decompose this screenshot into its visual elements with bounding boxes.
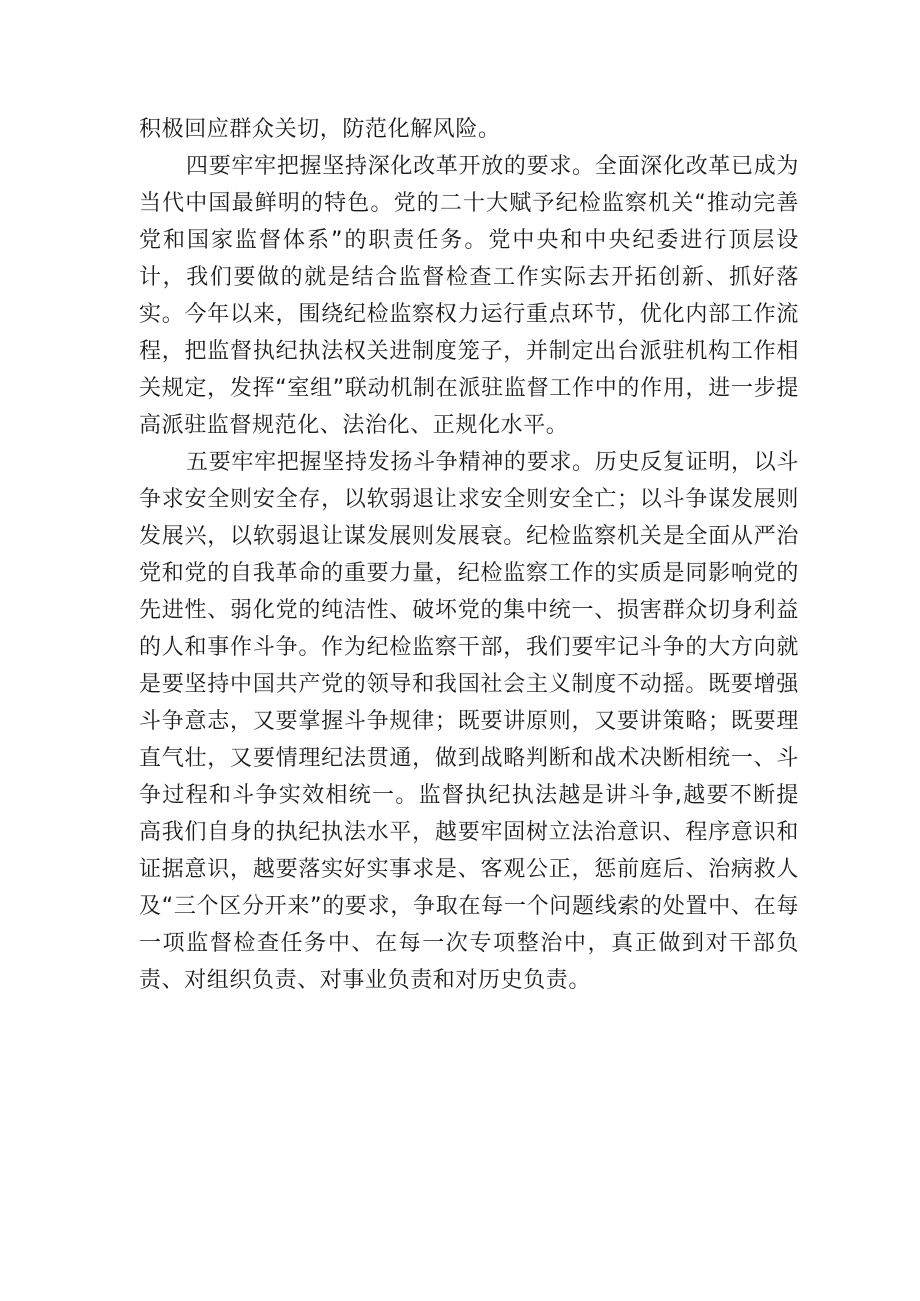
paragraph-continuation: 积极回应群众关切，防范化解风险。 <box>139 117 501 142</box>
paragraph-struggle: 五要牢牢把握坚持发扬斗争精神的要求。历史反复证明，以斗争求安全则安全存，以软弱退让求安全则安全亡；以斗争谋发展则发展兴，以软弱退让谋发展则发展衰。纪检监察机关是全面从严治党和党的自我革命的重要力量，纪检监察工作的实质是同影响党的先进性、弱化党的纯洁性、破坏党的集中统一、损害群众切身利益的人和事作斗争。作为纪检监察干部，我们要牢记斗争的大方向就是要坚持中国共产党的领导和我国社会主义制度不动摇。既要增强斗争意志，又要掌握斗争规律；既要讲原则，又要讲策略；既要理直气壮，又要情理纪法贯通，做到战略判断和战术决断相统一、斗争过程和斗争实效相统一。监督执纪执法越是讲斗争,越要不断提高我们自身的执纪执法水平，越要牢固树立法治意识、程序意识和证据意识，越要落实好实事求是、客观公正，惩前庭后、治病救人及“三个区分开来”的要求，争取在每一个问题线索的处置中、在每一项监督检查任务中、在每一次专项整治中，真正做到对干部负责、对组织负责、对事业负责和对历史负责。 <box>139 450 799 993</box>
document-body <box>139 111 799 999</box>
paragraph-reform: 四要牢牢把握坚持深化改革开放的要求。全面深化改革已成为当代中国最鲜明的特色。党的二十大赋予纪检监察机关“推动完善党和国家监督体系”的职责任务。党中央和中央纪委进行顶层设计，我们要做的就是结合监督检查工作实际去开拓创新、抓好落实。今年以来，围绕纪检监察权力运行重点环节，优化内部工作流程，把监督执纪执法权关进制度笼子，并制定出台派驻机构工作相关规定，发挥“室组”联动机制在派驻监督工作中的作用，进一步提高派驻监督规范化、法治化、正规化水平。 <box>139 154 799 438</box>
